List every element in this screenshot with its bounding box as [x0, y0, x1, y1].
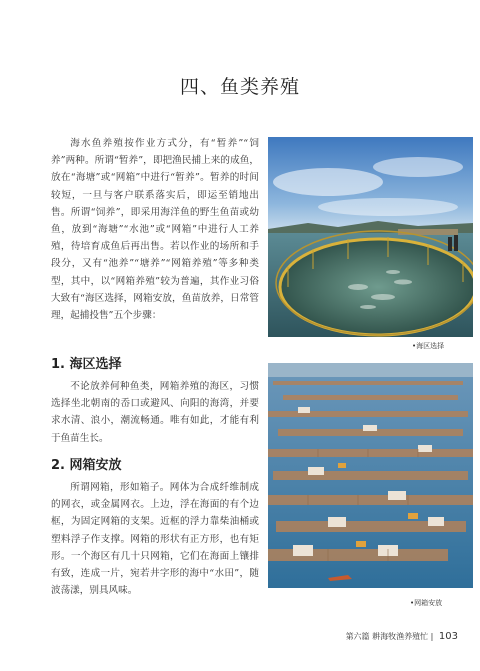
section-sea-area-selection [51, 353, 259, 447]
footer-chapter: 第六篇 耕海牧渔养殖忙 [345, 632, 429, 641]
intro-text: 海水鱼养殖按作业方式分，有“暂养”“饲养”两种。所谓“暂养”，即把渔民捕上来的成鱼，放在“海塘”或“网箱”中进行“暂养”。暂养的时间较短，一旦与客户联系落实后，即运至销地出售。所谓“饲养”，即采用海洋鱼的野生鱼苗或幼鱼，放到“海塘”“水池”或“网箱”中进行人工养殖，待培育成鱼后再出售。若以作业的场所和手段分，又有“池养”“塘养”“网箱养殖”等多种类型，其中，以“网箱养殖”较为普遍，其作业习俗大致有“海区选择，网箱安放，鱼苗放养，日常管理，起捕投售”五个步骤： [51, 138, 259, 322]
section-heading: 2. 网箱安放 [51, 458, 122, 473]
page-title: 四、鱼类养殖 [179, 76, 300, 98]
page-footer [346, 631, 458, 642]
photo-caption: •海区选择 [412, 342, 445, 350]
photo-caption: •网箱安放 [410, 599, 443, 607]
section-text: 所谓网箱，形如箱子。网体为合成纤维制成的网衣，或金属网衣。上边，浮在海面的有个边框，为固定网箱的支架。近框的浮力靠柴油桶或塑料浮子作支撑。网箱的形状有正方形，也有矩形。一个海区有几十只网箱，它们在海面上镶排有致，连成一片，宛若井字形的海中“水田”，随波荡漾，别具风味。 [51, 482, 259, 597]
section-text: 不论放养何种鱼类，网箱养殖的海区，习惯选择坐北朝南的岙口或避风、向阳的海湾，并要求水清、浪小，潮流畅通。唯有如此，才能有利于鱼苗生长。 [51, 381, 259, 444]
photo-cage-placement [268, 363, 473, 588]
footer-separator: | [430, 632, 434, 641]
intro-paragraph [51, 135, 259, 324]
section-heading: 1. 海区选择 [51, 357, 122, 372]
section-cage-placement [51, 454, 259, 599]
page-number: 103 [438, 631, 458, 642]
photo-sea-area [268, 137, 473, 337]
